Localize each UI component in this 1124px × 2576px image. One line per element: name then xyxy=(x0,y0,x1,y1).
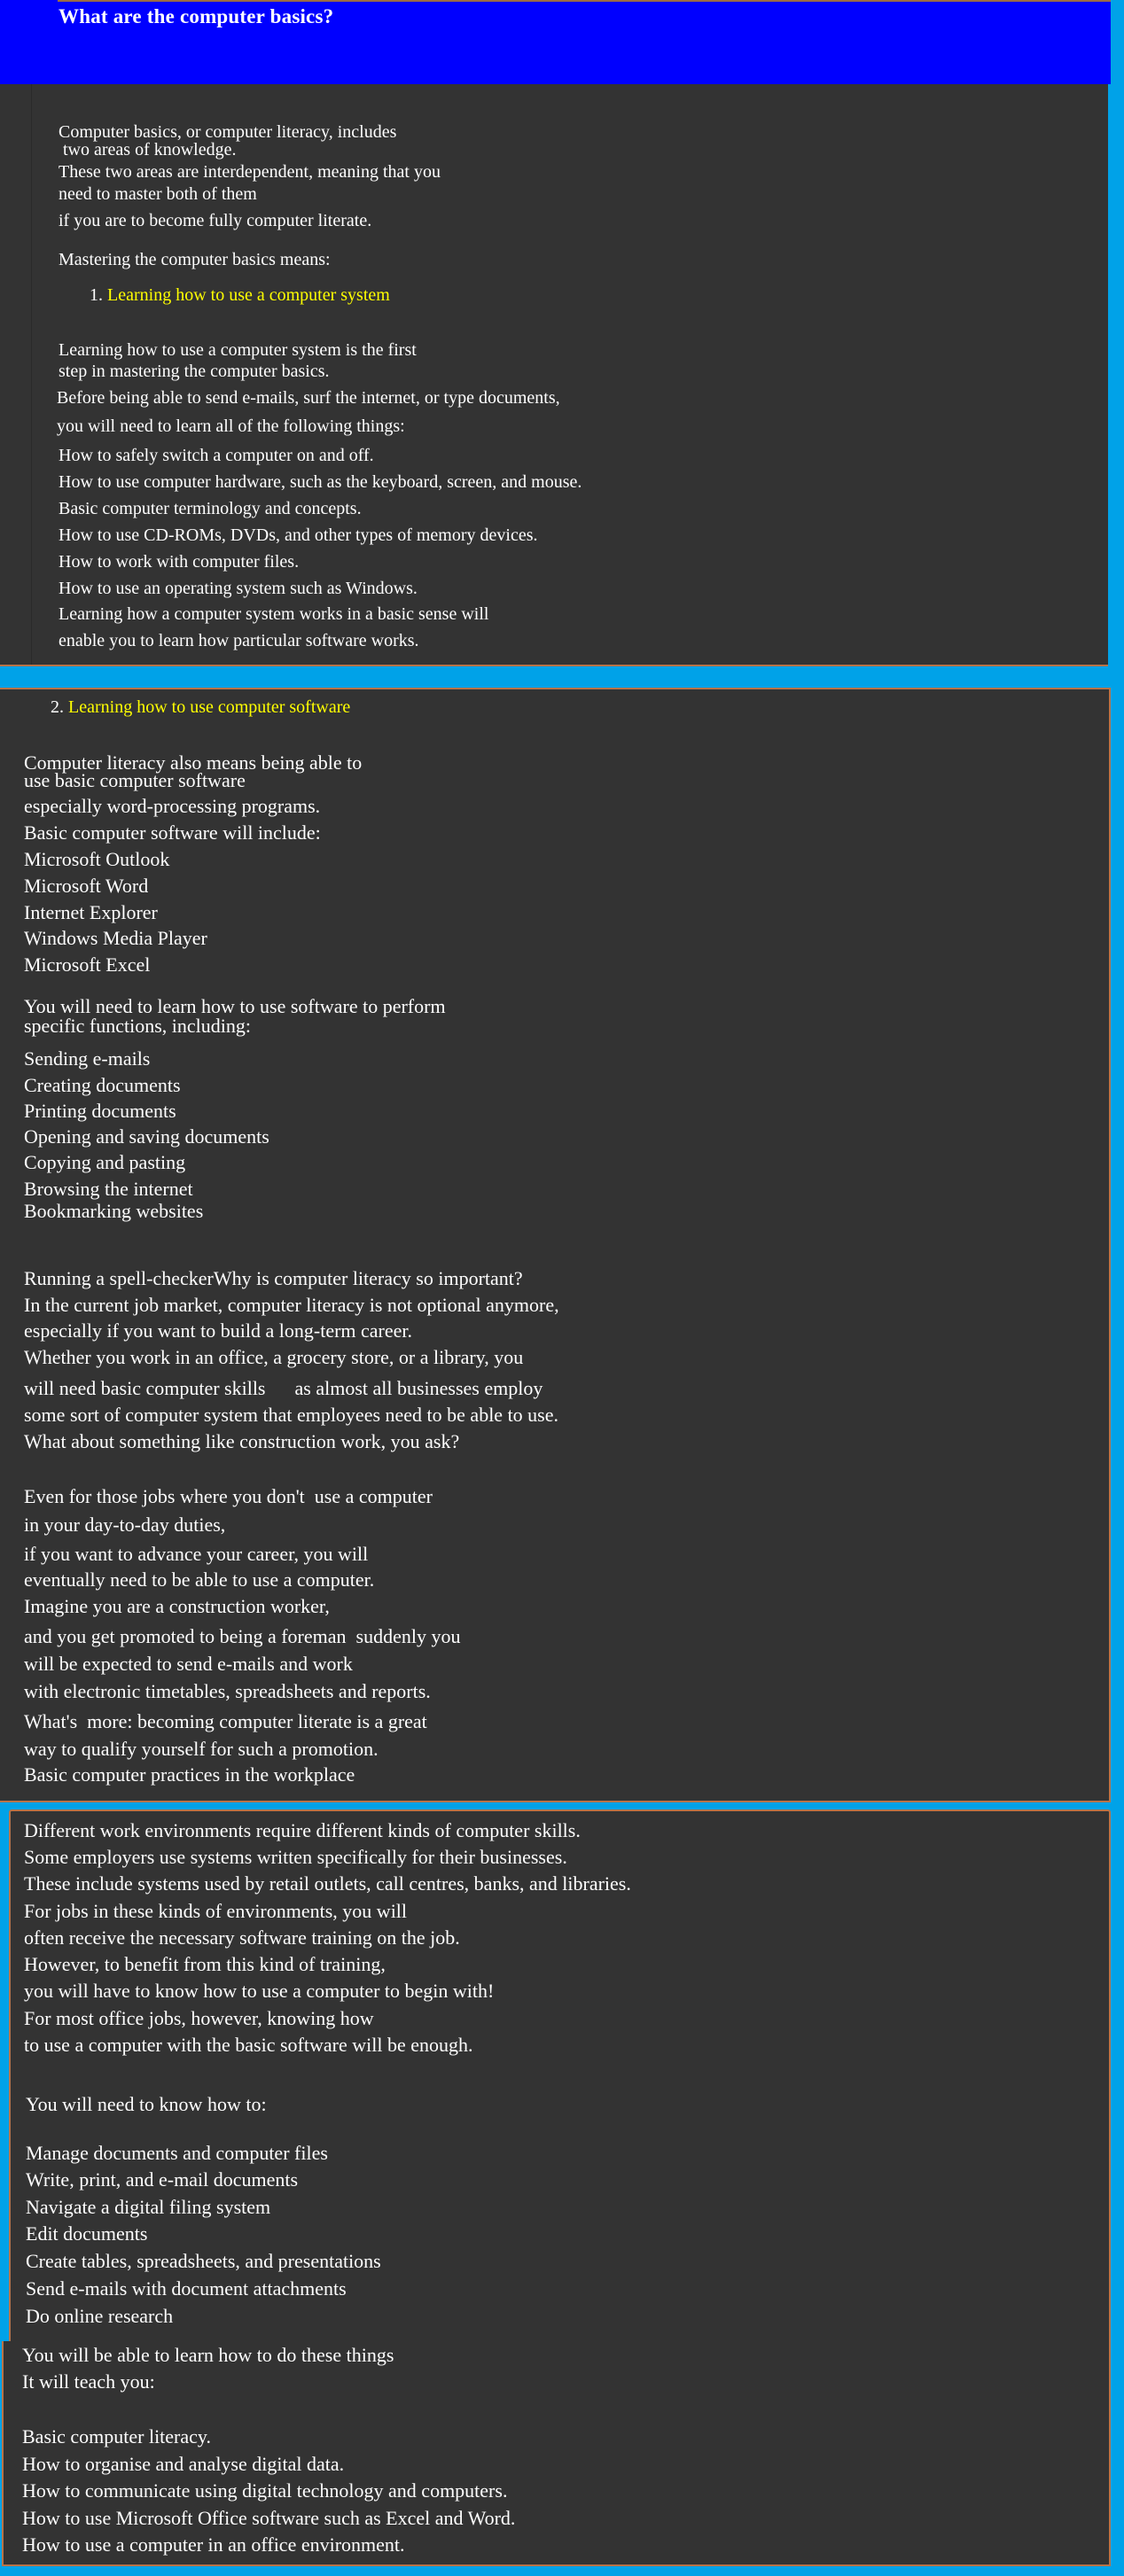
divider xyxy=(31,84,32,665)
construction-line: eventually need to be able to use a computer. xyxy=(24,1568,375,1591)
list-heading-label: Learning how to use a computer system xyxy=(107,285,390,305)
intro-line: Computer basics, or computer literacy, includes xyxy=(59,122,397,142)
intro-line: need to master both of them xyxy=(59,184,257,204)
skill-item: Send e-mails with document attachments xyxy=(26,2277,347,2300)
body-line: Before being able to send e-mails, surf the internet, or type documents, xyxy=(57,388,560,408)
body-line: How to use an operating system such as Windows. xyxy=(59,579,418,598)
skill-item: Create tables, spreadsheets, and presentations xyxy=(26,2250,381,2272)
teach-item: How to communicate using digital technology and computers. xyxy=(22,2479,508,2502)
mastering-text: Mastering the computer basics means: xyxy=(59,250,331,269)
skill-item: Write, print, and e-mail documents xyxy=(26,2168,299,2191)
intro-line: use basic computer software xyxy=(24,769,246,791)
workplace-line: These include systems used by retail outlets, call centres, banks, and libraries. xyxy=(24,1872,631,1895)
construction-line: Imagine you are a construction worker, xyxy=(24,1595,330,1617)
need-intro: You will need to know how to: xyxy=(26,2093,267,2115)
construction-line: in your day-to-day duties, xyxy=(24,1514,226,1536)
importance-line: some sort of computer system that employees need to be able to use. xyxy=(24,1404,559,1426)
function-item: Copying and pasting xyxy=(24,1151,186,1173)
importance-line: especially if you want to build a long-term career. xyxy=(24,1319,413,1342)
intro-line: two areas of knowledge. xyxy=(59,140,237,160)
body-line: How to use computer hardware, such as the keyboard, screen, and mouse. xyxy=(59,472,582,492)
construction-line: if you want to advance your career, you will xyxy=(24,1543,369,1565)
function-item: Printing documents xyxy=(24,1100,176,1122)
software-item: Microsoft Word xyxy=(24,875,149,897)
teach-item: How to use a computer in an office environment. xyxy=(22,2533,405,2556)
skill-item: Do online research xyxy=(26,2305,174,2327)
teach-item: Basic computer literacy. xyxy=(22,2425,211,2448)
software-item: Microsoft Outlook xyxy=(24,848,170,870)
skill-item: Manage documents and computer files xyxy=(26,2142,328,2164)
software-item: Internet Explorer xyxy=(24,901,158,923)
intro-line: especially word-processing programs. xyxy=(24,795,321,817)
construction-line: Even for those jobs where you don't use a computer xyxy=(24,1485,433,1507)
teach-item: How to use Microsoft Office software such as Excel and Word. xyxy=(22,2507,516,2529)
list-heading-2 xyxy=(51,697,350,717)
importance-line: will need basic computer skills as almost all businesses employ xyxy=(24,1377,543,1399)
benefits-intro: You will be able to learn how to do these things xyxy=(22,2344,394,2366)
list-heading-1 xyxy=(90,285,390,305)
construction-line: Basic computer practices in the workplace xyxy=(24,1763,355,1786)
body-line: enable you to learn how particular software works. xyxy=(59,631,419,650)
construction-line: What's more: becoming computer literate is a great xyxy=(24,1710,427,1732)
software-item: Microsoft Excel xyxy=(24,953,151,976)
body-line: How to use CD-ROMs, DVDs, and other types of memory devices. xyxy=(59,525,538,545)
body-line: How to work with computer files. xyxy=(59,552,300,572)
intro-line: Basic computer software will include: xyxy=(24,821,321,844)
functions-intro: specific functions, including: xyxy=(24,1015,251,1037)
list-heading-label: Learning how to use computer software xyxy=(68,697,351,717)
importance-line: In the current job market, computer literacy is not optional anymore, xyxy=(24,1294,559,1316)
importance-line: What about something like construction work, you ask? xyxy=(24,1430,460,1452)
intro-line: Computer literacy also means being able to xyxy=(24,751,363,774)
header-border xyxy=(58,0,1111,2)
list-number: 2. xyxy=(51,697,64,717)
function-item: Opening and saving documents xyxy=(24,1125,269,1148)
workplace-line: For jobs in these kinds of environments, you will xyxy=(24,1900,408,1922)
workplace-line: However, to benefit from this kind of training, xyxy=(24,1953,386,1975)
benefits-intro: It will teach you: xyxy=(22,2370,155,2393)
body-line: Learning how a computer system works in a basic sense will xyxy=(59,604,489,624)
body-line: you will need to learn all of the following things: xyxy=(57,416,405,436)
construction-line: will be expected to send e-mails and work xyxy=(24,1653,353,1675)
function-item: Bookmarking websites xyxy=(24,1200,204,1222)
workplace-line: Different work environments require different kinds of computer skills. xyxy=(24,1819,581,1841)
body-line: Learning how to use a computer system is the first xyxy=(59,340,417,360)
workplace-line: For most office jobs, however, knowing how xyxy=(24,2007,374,2029)
construction-line: and you get promoted to being a foreman suddenly you xyxy=(24,1625,461,1647)
list-number: 1. xyxy=(90,285,103,305)
workplace-line: you will have to know how to use a computer to begin with! xyxy=(24,1980,495,2002)
workplace-line: Some employers use systems written specifically for their businesses. xyxy=(24,1846,567,1868)
functions-intro: You will need to learn how to use software to perform xyxy=(24,995,446,1017)
workplace-line: often receive the necessary software training on the job. xyxy=(24,1926,460,1949)
intro-line: if you are to become fully computer literate. xyxy=(59,211,372,230)
body-line: How to safely switch a computer on and off. xyxy=(59,446,374,465)
function-item: Browsing the internet xyxy=(24,1178,193,1200)
importance-line: Whether you work in an office, a grocery store, or a library, you xyxy=(24,1346,524,1368)
importance-line: Running a spell-checkerWhy is computer literacy so important? xyxy=(24,1267,523,1289)
workplace-line: to use a computer with the basic software will be enough. xyxy=(24,2034,473,2056)
function-item: Sending e-mails xyxy=(24,1047,151,1070)
construction-line: way to qualify yourself for such a promotion. xyxy=(24,1738,379,1760)
function-item: Creating documents xyxy=(24,1074,181,1096)
skill-item: Edit documents xyxy=(26,2222,148,2245)
construction-line: with electronic timetables, spreadsheets and reports. xyxy=(24,1680,431,1702)
page-title: What are the computer basics? xyxy=(59,5,334,27)
teach-item: How to organise and analyse digital data. xyxy=(22,2453,345,2475)
body-line: step in mastering the computer basics. xyxy=(59,362,330,381)
intro-line: These two areas are interdependent, meaning that you xyxy=(59,162,441,182)
software-item: Windows Media Player xyxy=(24,927,207,949)
skill-item: Navigate a digital filing system xyxy=(26,2196,271,2218)
body-line: Basic computer terminology and concepts. xyxy=(59,499,362,518)
